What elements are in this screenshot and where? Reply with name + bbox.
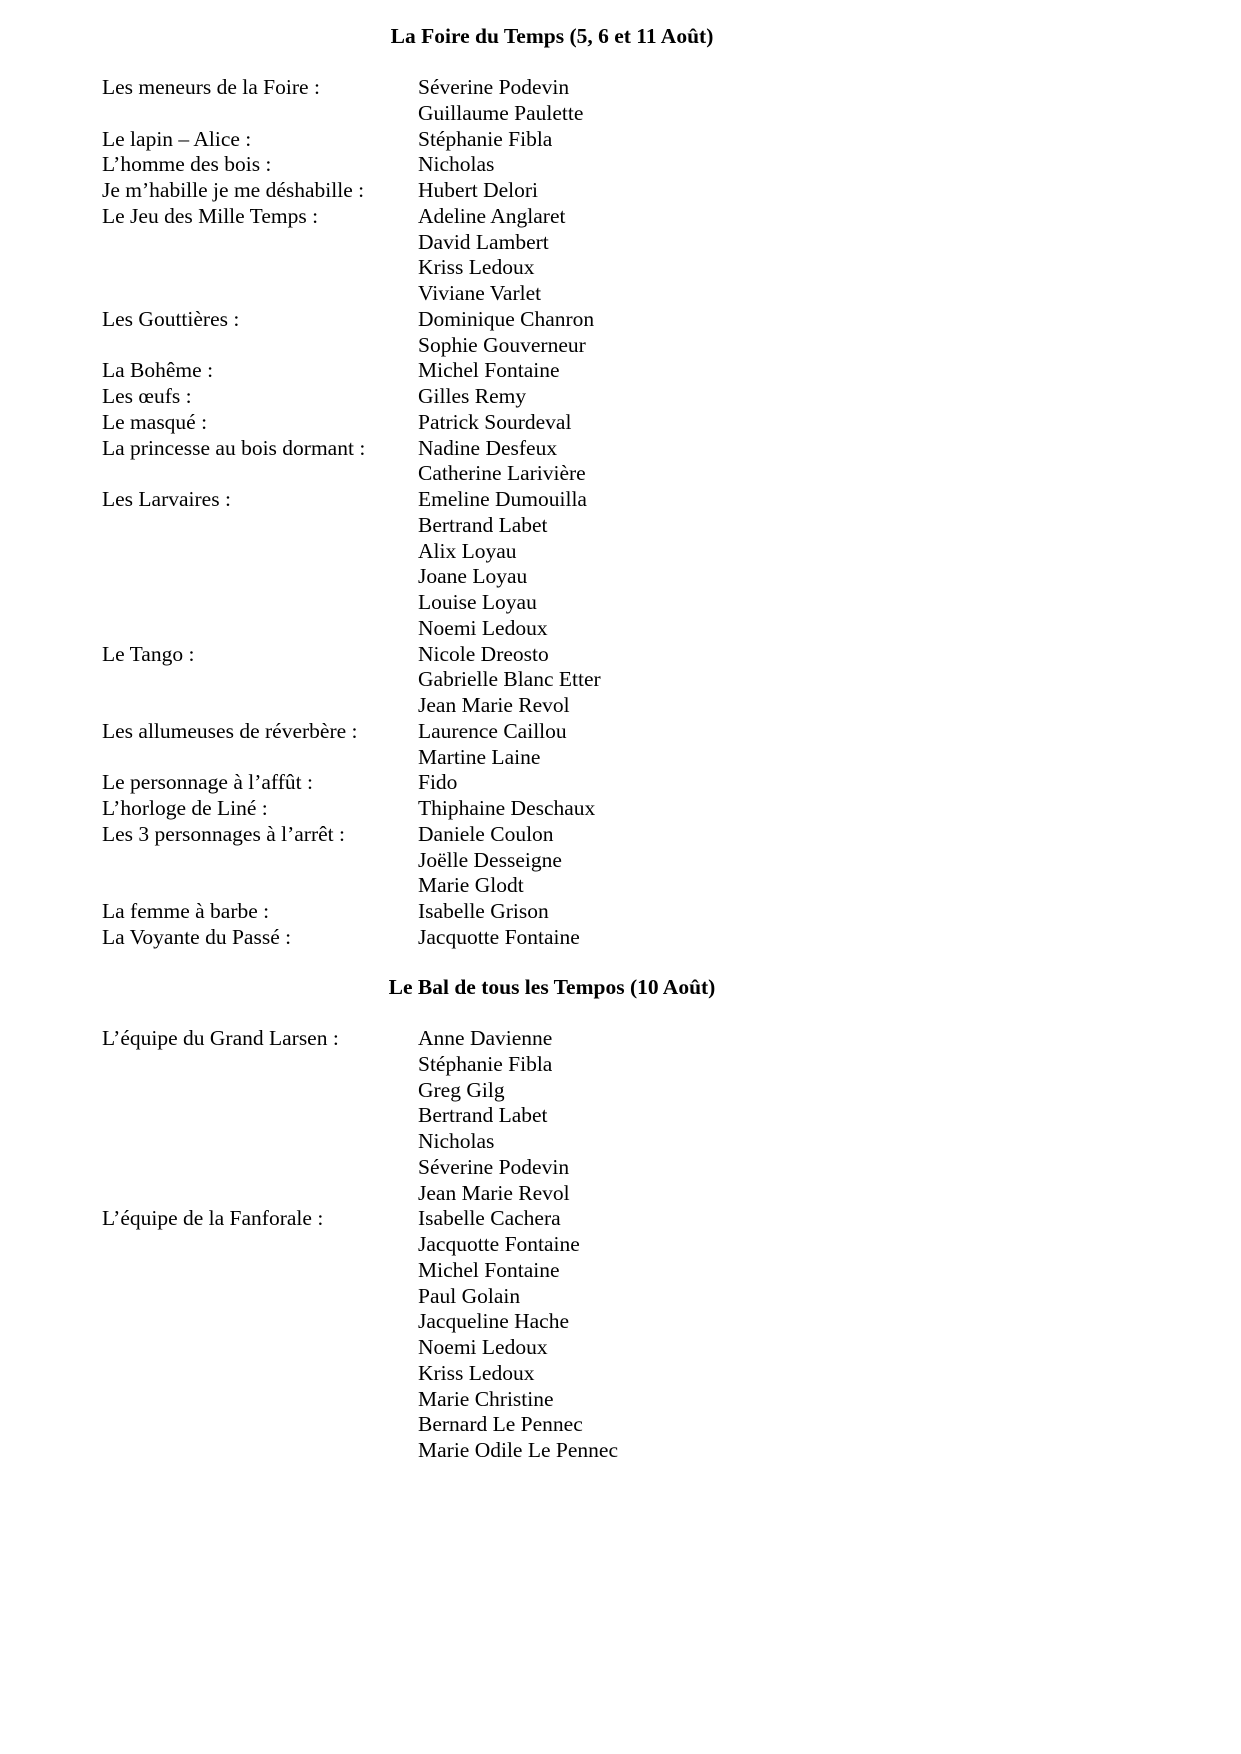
performer-name: Jacquotte Fontaine xyxy=(418,1232,580,1256)
cast-row xyxy=(102,1387,802,1413)
cast-row xyxy=(102,642,802,668)
role-label xyxy=(102,1232,418,1258)
performer-name: Nicole Dreosto xyxy=(418,641,549,666)
performer-name: Thiphaine Deschaux xyxy=(418,796,596,820)
role-label: La princesse au bois dormant : xyxy=(102,435,366,460)
role-label: Le Tango : xyxy=(102,641,195,666)
performer-name: Marie Glodt xyxy=(418,873,524,898)
role-label xyxy=(102,1335,418,1361)
performer-name: David Lambert xyxy=(418,229,549,254)
role-label xyxy=(102,333,418,359)
role-label: L’équipe de la Fanforale : xyxy=(102,1206,324,1231)
role-label: Les œufs : xyxy=(102,384,192,408)
cast-row xyxy=(102,461,802,487)
cast-row xyxy=(102,152,802,178)
performer-name: Bertrand Labet xyxy=(418,512,548,537)
performer-name: Anne Davienne xyxy=(418,1026,553,1050)
cast-row xyxy=(102,616,802,642)
role-label: Le Jeu des Mille Temps : xyxy=(102,203,319,228)
cast-row xyxy=(102,101,802,127)
performer-name: Dominique Chanron xyxy=(418,306,595,331)
performer-name: Laurence Caillou xyxy=(418,718,567,743)
role-label xyxy=(102,590,418,616)
cast-row xyxy=(102,899,802,925)
role-label: Les Larvaires : xyxy=(102,487,231,511)
cast-row xyxy=(102,436,802,462)
performer-name: Daniele Coulon xyxy=(418,821,554,846)
role-label xyxy=(102,539,418,565)
cast-row xyxy=(102,281,802,307)
role-label xyxy=(102,1155,418,1181)
cast-row xyxy=(102,1309,802,1335)
role-label xyxy=(102,1129,418,1155)
performer-name: Joane Loyau xyxy=(418,564,528,589)
section-title: La Foire du Temps (5, 6 et 11 Août) xyxy=(390,24,714,48)
cast-row xyxy=(102,1361,802,1387)
role-label: Le lapin – Alice : xyxy=(102,126,252,151)
cast-row xyxy=(102,1438,802,1464)
performer-name: Adeline Anglaret xyxy=(418,203,566,228)
cast-row xyxy=(102,75,802,101)
cast-row xyxy=(102,1412,802,1438)
cast-row xyxy=(102,358,802,384)
role-label xyxy=(102,1103,418,1129)
role-label xyxy=(102,873,418,899)
role-label: La Bohême : xyxy=(102,358,214,383)
cast-row xyxy=(102,1258,802,1284)
role-label xyxy=(102,1309,418,1335)
cast-row xyxy=(102,745,802,771)
performer-name: Alix Loyau xyxy=(418,538,517,563)
performer-name: Jacquotte Fontaine xyxy=(418,924,580,949)
role-label xyxy=(102,1284,418,1310)
performer-name: Gabrielle Blanc Etter xyxy=(418,667,601,692)
performer-name: Louise Loyau xyxy=(418,590,537,614)
performer-name: Stéphanie Fibla xyxy=(418,126,553,151)
cast-row xyxy=(102,667,802,693)
role-label xyxy=(102,230,418,256)
cast-row xyxy=(102,204,802,230)
section-title: Le Bal de tous les Tempos (10 Août) xyxy=(388,975,716,999)
role-label: Les Gouttières : xyxy=(102,306,240,331)
role-label: La femme à barbe : xyxy=(102,899,270,923)
cast-row xyxy=(102,693,802,719)
cast-row xyxy=(102,564,802,590)
performer-name: Guillaume Paulette xyxy=(418,100,584,125)
cast-row xyxy=(102,796,802,822)
cast-row xyxy=(102,848,802,874)
performer-name: Bertrand Labet xyxy=(418,1103,548,1128)
cast-row xyxy=(102,1232,802,1258)
cast-row xyxy=(102,384,802,410)
performer-name: Bernard Le Pennec xyxy=(418,1412,583,1437)
performer-name: Emeline Dumouilla xyxy=(418,487,587,511)
performer-name: Marie Odile Le Pennec xyxy=(418,1438,618,1462)
performer-name: Joëlle Desseigne xyxy=(418,847,562,872)
cast-row xyxy=(102,487,802,513)
performer-name: Noemi Ledoux xyxy=(418,615,548,640)
performer-name: Michel Fontaine xyxy=(418,358,560,383)
cast-row xyxy=(102,1335,802,1361)
cast-row xyxy=(102,539,802,565)
cast-list-bal xyxy=(102,1026,802,1464)
role-label: Les allumeuses de réverbère : xyxy=(102,718,358,743)
cast-row xyxy=(102,410,802,436)
role-label xyxy=(102,1438,418,1464)
cast-row xyxy=(102,1129,802,1155)
performer-name: Sophie Gouverneur xyxy=(418,332,586,357)
performer-name: Michel Fontaine xyxy=(418,1257,560,1282)
role-label: Les meneurs de la Foire : xyxy=(102,75,320,99)
role-label xyxy=(102,1181,418,1207)
role-label xyxy=(102,461,418,487)
performer-name: Kriss Ledoux xyxy=(418,255,535,280)
role-label xyxy=(102,564,418,590)
role-label xyxy=(102,1412,418,1438)
performer-name: Isabelle Cachera xyxy=(418,1206,561,1231)
performer-name: Nicholas xyxy=(418,1129,495,1153)
role-label xyxy=(102,255,418,281)
role-label xyxy=(102,1361,418,1387)
role-label: L’homme des bois : xyxy=(102,152,272,177)
role-label xyxy=(102,1078,418,1104)
cast-row xyxy=(102,1181,802,1207)
role-label: Je m’habille je me déshabille : xyxy=(102,178,365,202)
role-label: Le masqué : xyxy=(102,409,208,434)
role-label xyxy=(102,1387,418,1413)
cast-row xyxy=(102,873,802,899)
role-label: Les 3 personnages à l’arrêt : xyxy=(102,821,345,846)
performer-name: Gilles Remy xyxy=(418,384,527,408)
role-label xyxy=(102,745,418,771)
role-label xyxy=(102,281,418,307)
cast-row xyxy=(102,307,802,333)
performer-name: Greg Gilg xyxy=(418,1077,505,1102)
performer-name: Fido xyxy=(418,770,458,795)
performer-name: Kriss Ledoux xyxy=(418,1360,535,1385)
cast-row xyxy=(102,1155,802,1181)
performer-name: Hubert Delori xyxy=(418,178,539,202)
performer-name: Catherine Larivière xyxy=(418,461,586,486)
performer-name: Noemi Ledoux xyxy=(418,1335,548,1359)
role-label xyxy=(102,848,418,874)
cast-row xyxy=(102,1284,802,1310)
performer-name: Jean Marie Revol xyxy=(418,693,570,717)
role-label: L’équipe du Grand Larsen : xyxy=(102,1026,339,1050)
role-label xyxy=(102,101,418,127)
cast-row xyxy=(102,590,802,616)
role-label xyxy=(102,1258,418,1284)
performer-name: Nadine Desfeux xyxy=(418,435,558,460)
cast-row xyxy=(102,925,802,951)
cast-row xyxy=(102,822,802,848)
cast-list-foire xyxy=(102,75,802,951)
role-label xyxy=(102,616,418,642)
performer-name: Marie Christine xyxy=(418,1386,554,1411)
performer-name: Isabelle Grison xyxy=(418,899,549,923)
cast-row xyxy=(102,127,802,153)
role-label xyxy=(102,1052,418,1078)
performer-name: Séverine Podevin xyxy=(418,1154,570,1179)
performer-name: Viviane Varlet xyxy=(418,281,542,305)
cast-row xyxy=(102,333,802,359)
role-label xyxy=(102,693,418,719)
cast-row xyxy=(102,1206,802,1232)
cast-row xyxy=(102,1078,802,1104)
role-label xyxy=(102,667,418,693)
cast-row xyxy=(102,230,802,256)
performer-name: Patrick Sourdeval xyxy=(418,409,572,434)
cast-row xyxy=(102,1052,802,1078)
performer-name: Stéphanie Fibla xyxy=(418,1051,553,1076)
cast-row xyxy=(102,255,802,281)
performer-name: Martine Laine xyxy=(418,744,541,769)
performer-name: Paul Golain xyxy=(418,1283,521,1308)
cast-row xyxy=(102,178,802,204)
role-label: La Voyante du Passé : xyxy=(102,924,292,949)
cast-row xyxy=(102,1103,802,1129)
role-label: L’horloge de Liné : xyxy=(102,796,268,820)
performer-name: Nicholas xyxy=(418,152,495,177)
cast-row xyxy=(102,719,802,745)
cast-row xyxy=(102,770,802,796)
performer-name: Jacqueline Hache xyxy=(418,1309,570,1334)
cast-row xyxy=(102,513,802,539)
cast-row xyxy=(102,1026,802,1052)
role-label xyxy=(102,513,418,539)
performer-name: Séverine Podevin xyxy=(418,75,570,99)
role-label: Le personnage à l’affût : xyxy=(102,770,313,795)
performer-name: Jean Marie Revol xyxy=(418,1180,570,1205)
